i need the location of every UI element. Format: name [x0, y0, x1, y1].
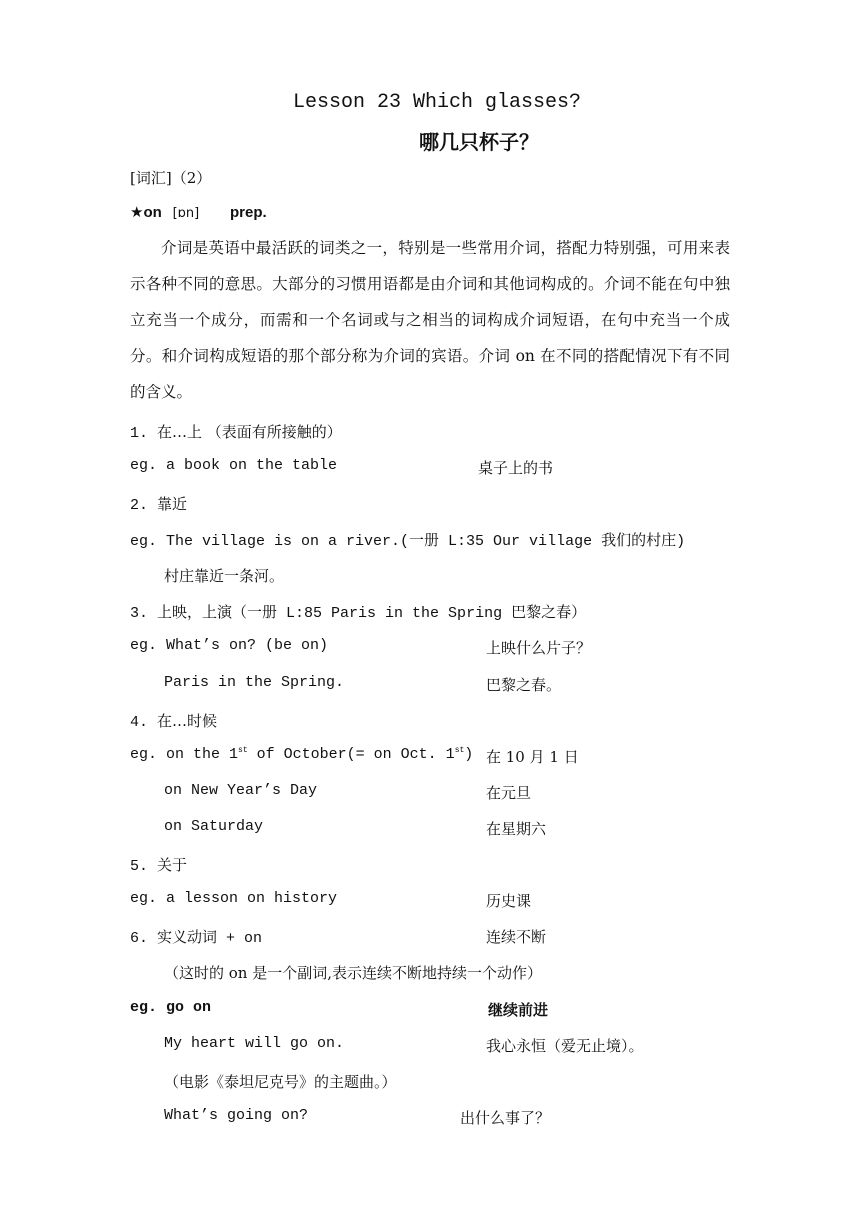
sense-text: 实义动词 + on — [157, 930, 263, 947]
ordinal-suffix: st — [238, 746, 248, 755]
example-1-zh: 桌子上的书 — [478, 459, 554, 477]
headword: on — [143, 204, 162, 221]
sense-text: 上映，上演（一册 L:85 Paris in the Spring 巴黎之春） — [157, 605, 587, 622]
example-4c-en: on Saturday — [164, 818, 264, 835]
example-3-en: eg. What’s on? (be on) — [130, 637, 329, 654]
page-title: Lesson 23 Which glasses? — [293, 91, 582, 114]
ordinal-suffix: st — [454, 746, 465, 755]
example-4-part: eg. on the 1 — [130, 746, 239, 763]
sense-3 — [130, 601, 586, 622]
star-icon: ★ — [130, 203, 144, 221]
example-6d-zh: 出什么事了？ — [460, 1109, 551, 1127]
example-4-en — [130, 746, 473, 763]
example-4-zh: 在 10 月 1 日 — [486, 748, 579, 766]
sense-6-zh: 连续不断 — [486, 928, 547, 946]
sense-6 — [130, 926, 262, 947]
sense-1 — [130, 421, 342, 442]
part-of-speech: prep. — [229, 204, 267, 221]
example-3b-en: Paris in the Spring. — [164, 674, 345, 691]
sense-text: 靠近 — [157, 495, 188, 513]
sense-6-note: （这时的 on 是一个副词,表示连续不断地持续一个动作） — [164, 964, 542, 982]
sense-5 — [130, 854, 187, 875]
sense-text: 在…时候 — [157, 712, 218, 730]
example-5-en: eg. a lesson on history — [130, 890, 338, 907]
example-2-en: eg. The village is on a river.(一册 L:35 Our village 我们的村庄) — [130, 533, 686, 550]
sense-number: 6. — [130, 930, 149, 947]
example-4-part: of October(= on Oct. 1 — [247, 746, 455, 763]
sense-4 — [130, 710, 217, 731]
intro-paragraph: 介词是英语中最活跃的词类之一，特别是一些常用介词，搭配力特别强，可用来表示各种不同的意思。大部分的习惯用语都是由介词和其他词构成的。介词不能在句中独立充当一个成分，而需和一个名词或与之相当的词构成介词短语，在句中充当一个成分。和介词构成短语的那个部分称为介词的宾语。介词 on 在不同的搭配情况下有不同的含义。 — [130, 239, 730, 401]
sense-text: 在…上 （表面有所接触的） — [157, 423, 342, 441]
section-heading: [词汇]（2） — [130, 169, 212, 187]
phonetic: [ɒn] — [172, 206, 200, 221]
example-6-zh: 继续前进 — [488, 1001, 549, 1019]
example-2-zh: 村庄靠近一条河。 — [164, 567, 285, 585]
example-6d-en: What’s going on? — [164, 1107, 309, 1124]
example-3b-zh: 巴黎之春。 — [486, 676, 562, 694]
sense-number: 3. — [130, 605, 149, 622]
example-3-zh: 上映什么片子？ — [486, 639, 592, 657]
page-subtitle: 哪几只杯子？ — [419, 130, 539, 154]
headword-line — [130, 203, 267, 221]
example-4-part: ) — [464, 746, 474, 763]
example-4c-zh: 在星期六 — [486, 820, 547, 838]
example-5-zh: 历史课 — [486, 892, 532, 910]
sense-text: 关于 — [157, 856, 188, 874]
example-6b-zh: 我心永恒（爱无止境）。 — [486, 1037, 644, 1055]
example-6c-note: （电影《泰坦尼克号》的主题曲。） — [164, 1073, 397, 1091]
example-4b-zh: 在元旦 — [486, 784, 532, 802]
sense-number: 2. — [130, 497, 149, 514]
example-6-en: eg. go on — [130, 999, 212, 1016]
sense-number: 1. — [130, 425, 149, 442]
sense-number: 5. — [130, 858, 149, 875]
example-6b-en: My heart will go on. — [164, 1035, 345, 1052]
example-4b-en: on New Year’s Day — [164, 782, 318, 799]
example-1-en: eg. a book on the table — [130, 457, 338, 474]
sense-number: 4. — [130, 714, 149, 731]
sense-2 — [130, 493, 187, 514]
